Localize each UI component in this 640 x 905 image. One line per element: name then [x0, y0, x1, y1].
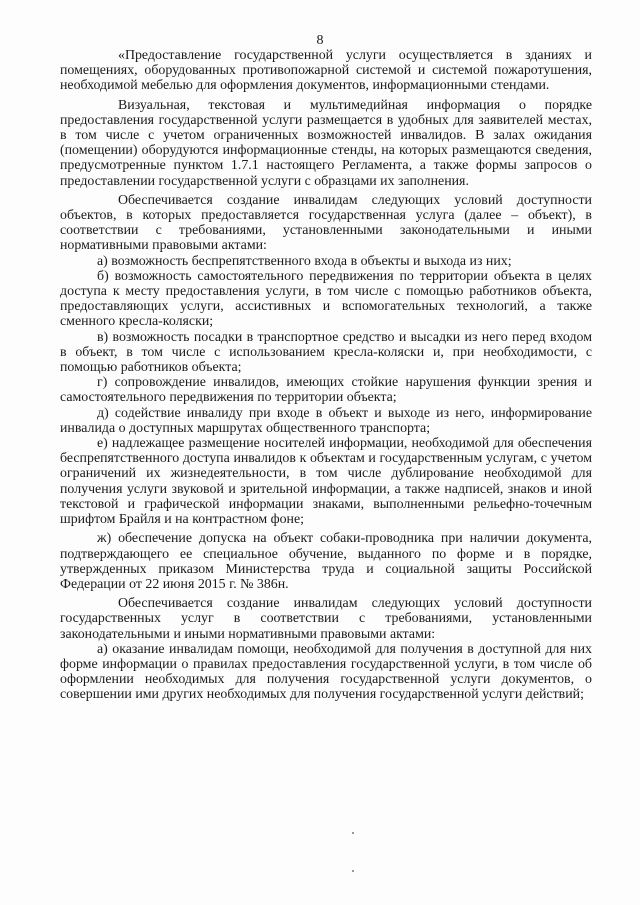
paragraph-object-accessibility: Обеспечивается создание инвалидам следующих условий доступности объектов, в которых предоставляется государственная услуга (далее – объект), в соответствии с требованиями, установленными законодательными и иными нормативными правовыми актами:: [60, 192, 592, 254]
list-item: г) сопровождение инвалидов, имеющих стойкие нарушения функции зрения и самостоятельного передвижения по территории объекта;: [60, 375, 592, 406]
paragraph-premises: «Предоставление государственной услуги осуществляется в зданиях и помещениях, оборудованных противопожарной системой и системой пожаротушения, необходимой мебелью для оформления документов, информационными стендами.: [60, 48, 592, 94]
list-item: е) надлежащее размещение носителей информации, необходимой для обеспечения беспрепятственного доступа инвалидов к объектам и государственным услугам, с учетом ограничений их жизнедеятельности, в том числе дублирование необходимой для получения услуги звуковой и зрительной информации, а также надписей, знаков и иной текстовой и графической информации знаками, выполненными рельефно-точечным шрифтом Брайля и на контрастном фоне;: [60, 436, 592, 528]
paragraph-service-accessibility: Обеспечивается создание инвалидам следующих условий доступности государственных услуг в соответствии с требованиями, установленными законодательными и иными нормативными правовыми актами:: [60, 596, 592, 642]
scan-speck: [352, 832, 354, 834]
list-item: а) возможность беспрепятственного входа в объекты и выхода из них;: [97, 253, 512, 269]
document-body: [60, 48, 592, 703]
page-number: 8: [316, 33, 324, 48]
paragraph-visual-information: Визуальная, текстовая и мультимедийная информация о порядке предоставления государственной услуги размещается в удобных для заявителей местах, в том числе с учетом ограниченных возможностей инвалидов. В залах ожидания (помещении) оборудуются информационные стенды, на которых размещаются сведения, предусмотренные пунктом 1.7.1 настоящего Регламента, а также формы запросов о предоставлении государственной услуги с образцами их заполнения.: [60, 97, 592, 189]
list-item: д) содействие инвалиду при входе в объект и выходе из него, информирование инвалида о доступных маршрутах общественного транспорта;: [60, 405, 592, 436]
list-item: ж) обеспечение допуска на объект собаки-проводника при наличии документа, подтверждающего ее специальное обучение, выданного по форме и в порядке, утвержденных приказом Министерства труда и социальной защиты Российской Федерации от 22 июня 2015 г. № 386н.: [60, 531, 592, 592]
list-item: а) оказание инвалидам помощи, необходимой для получения в доступной для них форме информации о правилах предоставления государственной услуги, в том числе об оформлении необходимых для получения государственной услуги документов, о совершении ими других необходимых для получения государственной услуги действий;: [60, 641, 592, 703]
list-item: б) возможность самостоятельного передвижения по территории объекта в целях доступа к месту предоставления услуги, в том числе с помощью работников объекта, предоставляющих услуги, ассистивных и вспомогательных технологий, а также сменного кресла-коляски;: [60, 268, 592, 330]
scan-speck: [352, 870, 354, 872]
list-item: в) возможность посадки в транспортное средство и высадки из него перед входом в объект, в том числе с использованием кресла-коляски и, при необходимости, с помощью работников объекта;: [60, 329, 592, 376]
